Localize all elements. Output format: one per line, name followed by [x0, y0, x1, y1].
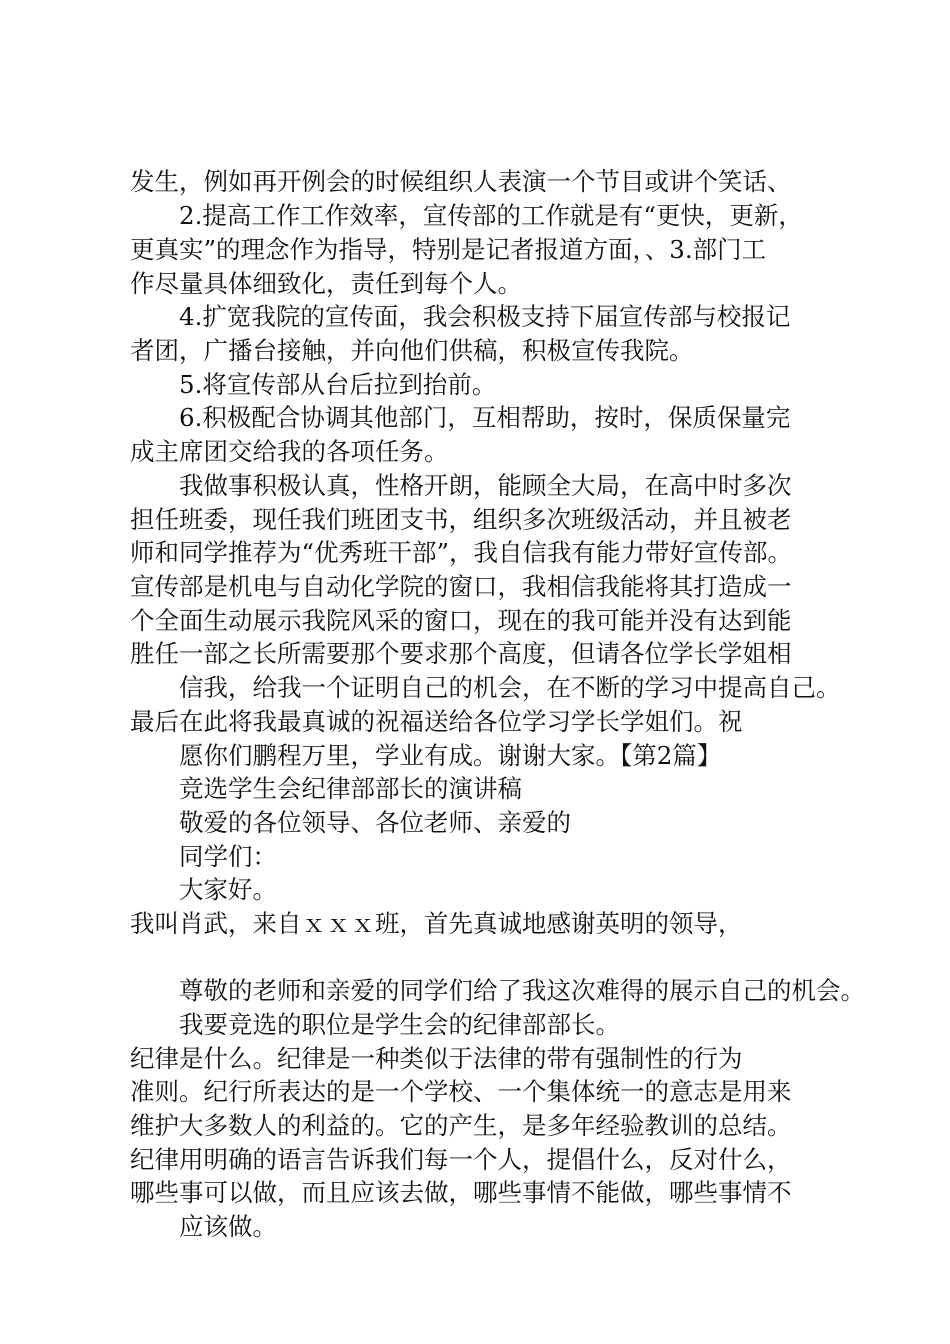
- text-line: 个全面生动展示我院风采的窗口，现在的我可能并没有达到能: [130, 606, 792, 635]
- salutation: 敬爱的各位领导、各位老师、亲爱的: [179, 808, 571, 837]
- text-line: 最后在此将我最真诚的祝福送给各位学习学长学姐们。祝: [130, 707, 743, 736]
- text-line: 我要竞选的职位是学生会的纪律部部长。: [179, 1010, 620, 1039]
- text-line: 应该做。: [179, 1212, 277, 1241]
- text-line: 信我，给我一个证明自己的机会，在不断的学习中提高自己。: [179, 673, 841, 702]
- text-line: 愿你们鹏程万里，学业有成。谢谢大家。【第2篇】: [179, 741, 722, 770]
- text-line: 5.将宣传部从台后拉到抬前。: [179, 370, 497, 399]
- text-line: 成主席团交给我的各项任务。: [130, 437, 449, 466]
- text-line: 更真实”的理念作为指导，特别是记者报道方面，、3.部门工: [130, 235, 767, 264]
- text-line: 者团，广播台接触，并向他们供稿，积极宣传我院。: [130, 336, 694, 365]
- text-line: 6.积极配合协调其他部门，互相帮助，按时，保质保量完: [179, 403, 791, 432]
- text-line: 准则。纪行所表达的是一个学校、一个集体统一的意志是用来: [130, 1077, 792, 1106]
- text-line: 作尽量具体细致化，责任到每个人。: [130, 269, 522, 298]
- text-line: 哪些事可以做，而且应该去做，哪些事情不能做，哪些事情不: [130, 1178, 792, 1207]
- text-line: 纪律用明确的语言告诉我们每一个人，提倡什么，反对什么，: [130, 1145, 792, 1174]
- section-title: 竞选学生会纪律部部长的演讲稿: [179, 774, 522, 803]
- text-line: 师和同学推荐为“优秀班干部”，我自信我有能力带好宣传部。: [130, 538, 793, 567]
- salutation: 同学们：: [179, 842, 277, 871]
- text-line: 4.扩宽我院的宣传面，我会积极支持下届宣传部与校报记: [179, 302, 791, 331]
- text-line: 2.提高工作工作效率，宣传部的工作就是有“更快，更新，: [179, 201, 803, 230]
- text-line: 我叫肖武，来自ｘｘｘ班，首先真诚地感谢英明的领导，: [130, 909, 743, 938]
- greeting: 大家好。: [179, 875, 277, 904]
- text-line: 尊敬的老师和亲爱的同学们给了我这次难得的展示自己的机会。: [179, 976, 865, 1005]
- text-line: 宣传部是机电与自动化学院的窗口，我相信我能将其打造成一: [130, 572, 792, 601]
- text-line: 纪律是什么。纪律是一种类似于法律的带有强制性的行为: [130, 1044, 743, 1073]
- text-line: 维护大多数人的利益的。它的产生，是多年经验教训的总结。: [130, 1111, 792, 1140]
- text-line: 发生，例如再开例会的时候组织人表演一个节目或讲个笑话、: [130, 167, 792, 196]
- text-line: 担任班委，现任我们班团支书，组织多次班级活动，并且被老: [130, 505, 792, 534]
- text-line: 我做事积极认真，性格开朗，能顾全大局，在高中时多次: [179, 471, 792, 500]
- text-line: 胜任一部之长所需要那个要求那个高度，但请各位学长学姐相: [130, 639, 792, 668]
